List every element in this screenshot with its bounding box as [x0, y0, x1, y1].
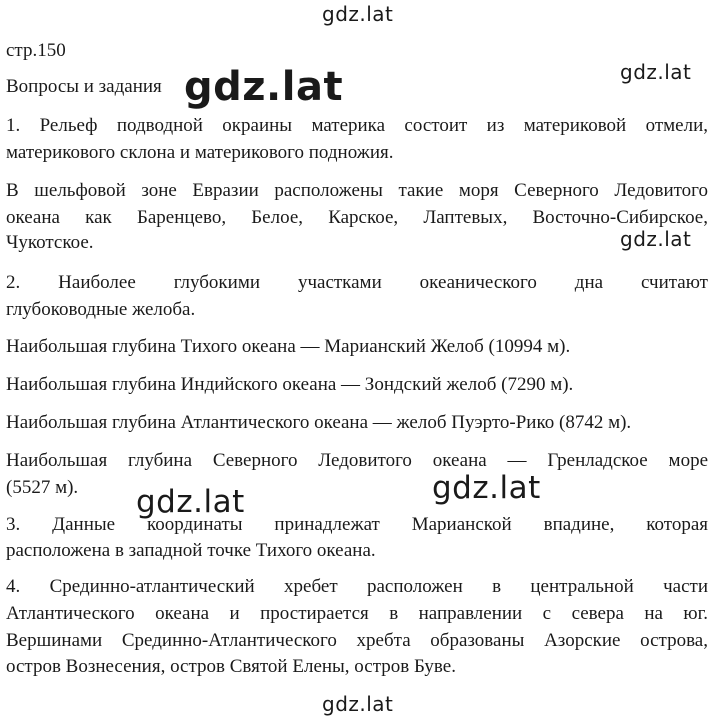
text-line: Вершинами Срединно-Атлантического хребта образованы Азорские острова, — [6, 630, 708, 651]
text-line: глубоководные желоба. — [6, 299, 196, 320]
text-line: остров Вознесения, остров Святой Елены, остров Буве. — [6, 656, 456, 677]
text-line: 3. Данные координаты принадлежат Марианской впадине, которая — [6, 514, 708, 535]
watermark-right-upper: gdz.lat — [620, 60, 692, 84]
watermark-large-header: gdz.lat — [184, 64, 344, 110]
text-line: Наибольшая глубина Индийского океана — Зондский желоб (7290 м). — [6, 374, 574, 395]
page-reference: стр.150 — [6, 40, 66, 61]
watermark-bottom: gdz.lat — [322, 692, 394, 716]
watermark-top: gdz.lat — [322, 2, 394, 26]
text-line: океана как Баренцево, Белое, Карское, Лаптевых, Восточно-Сибирское, — [6, 207, 708, 228]
watermark-mid-right: gdz.lat — [432, 470, 541, 506]
text-line: (5527 м). — [6, 477, 79, 498]
text-line: В шельфовой зоне Евразии расположены такие моря Северного Ледовитого — [6, 180, 708, 201]
text-line: Атлантического океана и простирается в направлении с севера на юг. — [6, 603, 708, 624]
text-line: 4. Срединно-атлантический хребет расположен в центральной части — [6, 576, 708, 597]
section-title: Вопросы и задания — [6, 76, 162, 97]
text-line: Наибольшая глубина Атлантического океана — желоб Пуэрто-Рико (8742 м). — [6, 412, 632, 433]
text-line: Наибольшая глубина Северного Ледовитого океана — Гренладское море — [6, 450, 708, 471]
text-line: материкового склона и материкового подножия. — [6, 142, 394, 163]
text-line: 1. Рельеф подводной окраины материка состоит из материковой отмели, — [6, 115, 708, 136]
watermark-right-middle: gdz.lat — [620, 227, 692, 251]
text-line: Чукотское. — [6, 232, 94, 253]
text-line: Наибольшая глубина Тихого океана — Марианский Желоб (10994 м). — [6, 336, 571, 357]
text-line: 2. Наиболее глубокими участками океанического дна считают — [6, 272, 708, 293]
watermark-mid-left: gdz.lat — [136, 484, 245, 520]
text-line: расположена в западной точке Тихого океана. — [6, 540, 376, 561]
